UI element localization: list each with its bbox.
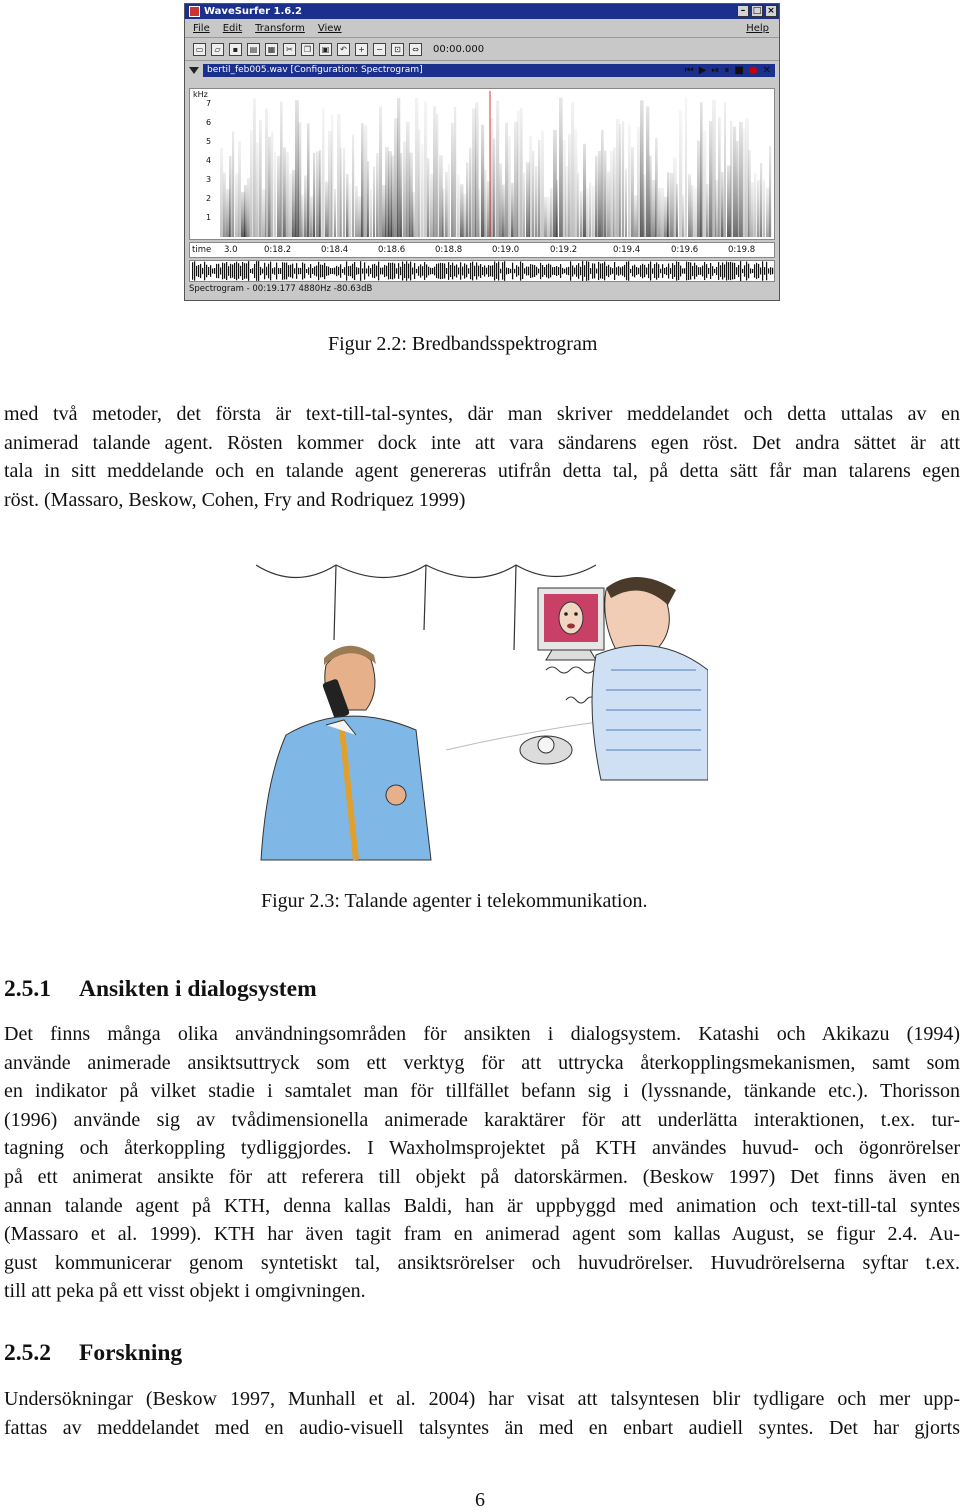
play-icon[interactable]: ▶ [698, 64, 707, 76]
khz-label: kHz [193, 90, 208, 99]
text-line: animerad talande agent. Rösten kommer dock inte att vara sändarens egen röst. Det andra sättet är att [4, 431, 960, 454]
status-bar: Spectrogram - 00:19.177 4880Hz -80.63dB [189, 284, 373, 294]
talking-agents-illustration [256, 560, 708, 862]
paragraph [4, 1385, 960, 1442]
time-axis [189, 242, 775, 258]
text-line: annan talande agent på KTH, denna kallas Baldi, han är uppbyggd med animation och text-till-tal syntes [4, 1194, 960, 1217]
close-icon[interactable]: × [765, 5, 777, 17]
time-tick-label: 0:18.4 [321, 245, 349, 255]
y-tick-label: 7 [206, 99, 212, 108]
time-tick-label: 3.0 [224, 245, 238, 255]
open-folder-icon[interactable]: ▱ [211, 43, 224, 56]
y-tick-label: 4 [206, 156, 212, 165]
text-line: med två metoder, det första är text-till-tal-syntes, där man skriver meddelandet och detta uttalas av en [4, 403, 960, 425]
text-line: på ett animerat ansikte för att referera till objekt på datorskärmen. (Beskow 1997) Det finns även en [4, 1165, 960, 1188]
record-icon[interactable]: ● [748, 64, 758, 76]
section-number: 2.5.1 [4, 976, 51, 1002]
y-tick-label: 3 [206, 175, 212, 184]
spectrogram-image[interactable] [220, 91, 772, 237]
window-titlebar [185, 4, 779, 19]
file-label: bertil_feb005.wav [Configuration: Spectrogram] [203, 64, 775, 77]
app-icon [189, 6, 200, 17]
spectrogram-panel [189, 88, 775, 240]
text-line: en indikator på vilket stadie i samtalet man för tillfället befann sig i (lyssnande, tänkande etc.). Thorisson [4, 1080, 960, 1103]
text-line: Det finns många olika användningsområden för ansikten i dialogsystem. Katashi och Akikazu (1994) [4, 1023, 960, 1045]
print-icon[interactable]: ▤ [247, 43, 260, 56]
text-line: till att peka på ett visst objekt i omgivningen. [4, 1280, 366, 1303]
time-display: 00:00.000 [433, 43, 485, 55]
page-number: 6 [475, 1489, 485, 1511]
wavesurfer-window [184, 3, 780, 301]
text-line: Undersökningar (Beskow 1997, Munhall et al. 2004) har visat att talsyntesen blir tydligare och mer upp- [4, 1388, 960, 1410]
section-heading [4, 976, 317, 1003]
properties-icon[interactable]: ▦ [265, 43, 278, 56]
minimize-icon[interactable]: – [737, 5, 749, 17]
play-loop-icon[interactable]: ⏯ [711, 64, 720, 76]
undo-icon[interactable]: ↶ [337, 43, 350, 56]
time-tick-label: 0:18.8 [435, 245, 463, 255]
file-bar [189, 63, 775, 77]
y-tick-label: 5 [206, 137, 212, 146]
section-title: Forskning [79, 1340, 183, 1366]
close-pane-icon[interactable]: ✕ [762, 64, 771, 76]
section-number: 2.5.2 [4, 1340, 51, 1366]
time-tick-label: 0:19.6 [671, 245, 699, 255]
paragraph [4, 400, 960, 514]
menu-transform[interactable]: Transform [255, 22, 305, 34]
figure-caption: Figur 2.3: Talande agenter i telekommunikation. [261, 890, 648, 912]
save-icon[interactable]: ▪ [229, 43, 242, 56]
copy-icon[interactable]: ❐ [301, 43, 314, 56]
text-line: tagning och återkoppling tydliggjordes. I Waxholmsprojektet på KTH användes huvud- och ögonrörelser [4, 1137, 960, 1160]
toolbar [185, 38, 779, 61]
menu-help[interactable]: Help [746, 22, 769, 34]
rewind-icon[interactable]: ⏮ [684, 64, 694, 76]
y-tick-label: 1 [206, 213, 212, 222]
figure-caption: Figur 2.2: Bredbandsspektrogram [328, 333, 598, 355]
menu-file[interactable]: File [193, 22, 210, 34]
time-tick-label: 0:18.6 [378, 245, 406, 255]
zoom-all-icon[interactable]: ⇔ [409, 43, 422, 56]
window-title: WaveSurfer 1.6.2 [204, 6, 302, 17]
time-tick-label: 0:18.2 [264, 245, 292, 255]
menu-bar [185, 19, 779, 38]
waveform-panel[interactable] [189, 260, 775, 282]
time-tick-label: 0:19.2 [550, 245, 578, 255]
y-tick-label: 6 [206, 118, 212, 127]
section-title: Ansikten i dialogsystem [79, 976, 317, 1002]
zoom-in-icon[interactable]: + [355, 43, 368, 56]
zoom-selection-icon[interactable]: ⊡ [391, 43, 404, 56]
pause-icon[interactable]: ⏸ [724, 64, 730, 76]
time-tick-label: 0:19.8 [728, 245, 756, 255]
time-axis-label: time [192, 245, 212, 255]
collapse-triangle-icon[interactable] [189, 67, 199, 74]
new-file-icon[interactable]: ▭ [193, 43, 206, 56]
time-tick-label: 0:19.0 [492, 245, 520, 255]
stop-icon[interactable]: ■ [734, 64, 744, 76]
time-tick-label: 0:19.4 [613, 245, 641, 255]
y-tick-label: 2 [206, 194, 212, 203]
text-line: fattas av meddelandet med en audio-visuell talsyntes än med en enbart audiell syntes. Det har gjorts [4, 1416, 960, 1439]
menu-view[interactable]: View [317, 22, 342, 34]
menu-edit[interactable]: Edit [222, 22, 243, 34]
text-line: använde animerade ansiktsuttryck som ett verktyg för att uttrycka återkopplingsmekanismen, samt som [4, 1051, 960, 1074]
text-line: (1996) använde sig av tvådimensionella animerade karaktärer för att underlätta interaktionen, t.ex. tur- [4, 1108, 960, 1131]
paragraph [4, 1020, 960, 1306]
text-line: tala in sitt meddelande och en talande agent genereras utifrån detta tal, på detta sätt får man talarens egen [4, 460, 960, 483]
maximize-icon[interactable]: □ [752, 6, 762, 16]
section-heading [4, 1340, 182, 1367]
waveform-image [190, 261, 774, 281]
text-line: röst. (Massaro, Beskow, Cohen, Fry and Rodriquez 1999) [4, 488, 466, 511]
text-line: (Massaro et al. 1999). KTH har även tagit fram en animerad agent som kallas August, se figur 2.4. Au- [4, 1223, 960, 1246]
cut-icon[interactable]: ✂ [283, 43, 296, 56]
paste-icon[interactable]: ▣ [319, 43, 332, 56]
text-line: gust kommunicerar genom syntetiskt tal, ansiktsrörelser och huvudrörelser. Huvudrörelserna syftar t.ex. [4, 1251, 960, 1274]
zoom-out-icon[interactable]: − [373, 43, 386, 56]
